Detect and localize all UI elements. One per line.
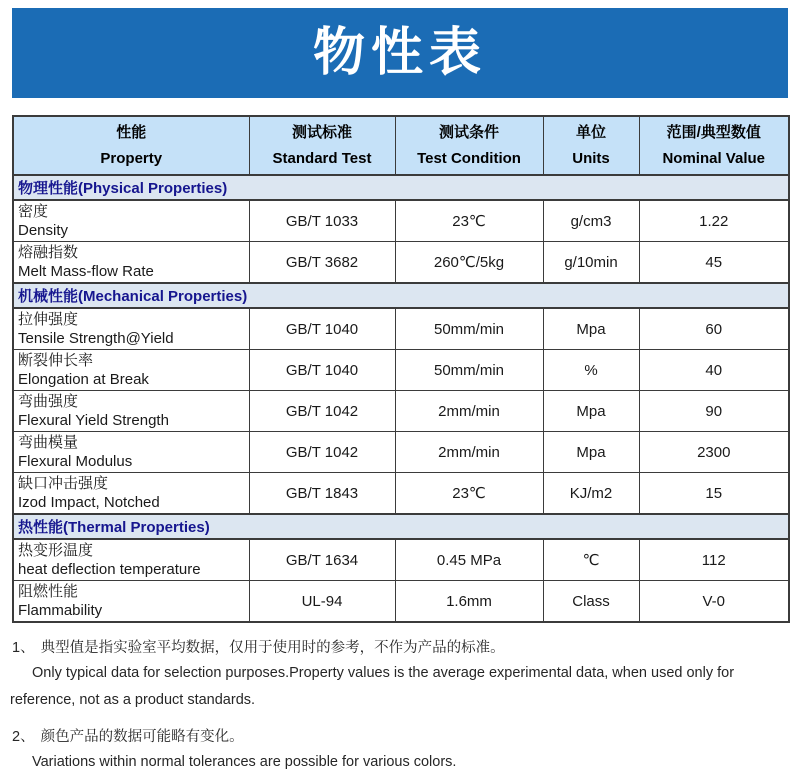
standard-cell: GB/T 1040 <box>249 350 395 391</box>
property-cell <box>13 200 249 242</box>
value-cell: V-0 <box>639 581 789 623</box>
condition-cell: 50mm/min <box>395 308 543 350</box>
header-standard-test-en: Standard Test <box>272 149 372 167</box>
header-nominal-value-zh: 范围/典型数值 <box>666 123 761 141</box>
header-property <box>13 116 249 175</box>
footnote-number: 2、 <box>12 729 35 745</box>
standard-cell: GB/T 1040 <box>249 308 395 350</box>
units-cell: Mpa <box>543 432 639 473</box>
value-cell: 1.22 <box>639 200 789 242</box>
standard-cell: GB/T 3682 <box>249 242 395 284</box>
property-en: Melt Mass-flow Rate <box>18 263 154 280</box>
value-cell: 40 <box>639 350 789 391</box>
header-property-zh: 性能 <box>116 123 147 141</box>
section-title-mechanical: 机械性能(Mechanical Properties) <box>13 283 789 308</box>
units-cell: ℃ <box>543 539 639 581</box>
units-cell: Class <box>543 581 639 623</box>
table-row-flammability <box>13 581 789 623</box>
footnote-en-text: Only typical data for selection purposes.Property values is the average experimental data, when used only for reference, not as a product standards. <box>10 665 735 708</box>
condition-cell: 50mm/min <box>395 350 543 391</box>
table-row-izod-impact <box>13 473 789 515</box>
header-property-en: Property <box>100 149 163 167</box>
header-nominal-value <box>639 116 789 175</box>
condition-cell: 260℃/5kg <box>395 242 543 284</box>
units-cell: g/10min <box>543 242 639 284</box>
title-banner <box>12 8 788 98</box>
table-row-elongation <box>13 350 789 391</box>
property-cell <box>13 350 249 391</box>
footnote-1 <box>10 636 792 714</box>
condition-cell: 2mm/min <box>395 391 543 432</box>
section-row-mechanical <box>13 283 789 308</box>
property-cell <box>13 432 249 473</box>
units-cell: g/cm3 <box>543 200 639 242</box>
section-title-physical: 物理性能(Physical Properties) <box>13 175 789 200</box>
value-cell: 45 <box>639 242 789 284</box>
header-row <box>13 116 789 175</box>
footnote-number: 1、 <box>12 640 35 656</box>
condition-cell: 1.6mm <box>395 581 543 623</box>
property-cell <box>13 391 249 432</box>
header-units-zh: 单位 <box>575 123 606 141</box>
table-row-hdt <box>13 539 789 581</box>
property-zh: 缺口冲击强度 <box>18 475 109 492</box>
standard-cell: GB/T 1634 <box>249 539 395 581</box>
standard-cell: GB/T 1042 <box>249 391 395 432</box>
table-row-tensile <box>13 308 789 350</box>
property-zh: 断裂伸长率 <box>18 352 94 369</box>
property-zh: 密度 <box>18 203 49 220</box>
units-cell: % <box>543 350 639 391</box>
value-cell: 60 <box>639 308 789 350</box>
property-zh: 拉伸强度 <box>18 311 79 328</box>
standard-cell: GB/T 1033 <box>249 200 395 242</box>
property-en: Density <box>18 222 69 239</box>
property-zh: 熔融指数 <box>18 244 79 261</box>
property-en: Elongation at Break <box>18 371 149 388</box>
header-standard-test <box>249 116 395 175</box>
table-row-melt-flow <box>13 242 789 284</box>
property-zh: 阻燃性能 <box>18 583 79 600</box>
header-test-condition <box>395 116 543 175</box>
property-cell <box>13 539 249 581</box>
value-cell: 2300 <box>639 432 789 473</box>
footnote-2-zh-line <box>10 725 792 749</box>
footnote-zh-text: 典型值是指实验室平均数据，仅用于使用时的参考，不作为产品的标准。 <box>40 640 505 656</box>
property-en: Flexural Yield Strength <box>18 412 169 429</box>
table-row-density <box>13 200 789 242</box>
condition-cell: 0.45 MPa <box>395 539 543 581</box>
condition-cell: 2mm/min <box>395 432 543 473</box>
page-title: 物性表 <box>312 24 487 82</box>
footnotes <box>10 636 792 776</box>
property-en: Tensile Strength@Yield <box>18 330 174 347</box>
properties-table <box>12 115 790 623</box>
condition-cell: 23℃ <box>395 473 543 515</box>
standard-cell: GB/T 1843 <box>249 473 395 515</box>
table-row-flexural-strength <box>13 391 789 432</box>
condition-cell: 23℃ <box>395 200 543 242</box>
property-cell <box>13 581 249 623</box>
section-row-physical <box>13 175 789 200</box>
header-nominal-value-en: Nominal Value <box>662 149 766 167</box>
property-zh: 弯曲模量 <box>18 434 79 451</box>
table-row-flexural-modulus <box>13 432 789 473</box>
units-cell: KJ/m2 <box>543 473 639 515</box>
footnote-2 <box>10 725 792 776</box>
value-cell: 112 <box>639 539 789 581</box>
header-test-condition-en: Test Condition <box>417 149 521 167</box>
property-zh: 热变形温度 <box>18 542 94 559</box>
property-cell <box>13 308 249 350</box>
footnote-en-text: Variations within normal tolerances are possible for various colors. <box>32 754 457 770</box>
units-cell: Mpa <box>543 391 639 432</box>
value-cell: 15 <box>639 473 789 515</box>
header-standard-test-zh: 测试标准 <box>291 123 352 141</box>
table-header <box>13 116 789 175</box>
property-en: Flammability <box>18 602 103 619</box>
section-row-thermal <box>13 514 789 539</box>
footnote-1-zh-line <box>10 636 792 660</box>
property-zh: 弯曲强度 <box>18 393 79 410</box>
property-en: heat deflection temperature <box>18 561 201 578</box>
value-cell: 90 <box>639 391 789 432</box>
section-title-thermal: 热性能(Thermal Properties) <box>13 514 789 539</box>
property-en: Izod Impact, Notched <box>18 494 160 511</box>
standard-cell: GB/T 1042 <box>249 432 395 473</box>
units-cell: Mpa <box>543 308 639 350</box>
property-cell <box>13 242 249 284</box>
footnote-zh-text: 颜色产品的数据可能略有变化。 <box>40 729 244 745</box>
header-test-condition-zh: 测试条件 <box>438 123 499 141</box>
property-en: Flexural Modulus <box>18 453 133 470</box>
header-units <box>543 116 639 175</box>
standard-cell: UL-94 <box>249 581 395 623</box>
header-units-en: Units <box>572 149 610 167</box>
property-cell <box>13 473 249 515</box>
